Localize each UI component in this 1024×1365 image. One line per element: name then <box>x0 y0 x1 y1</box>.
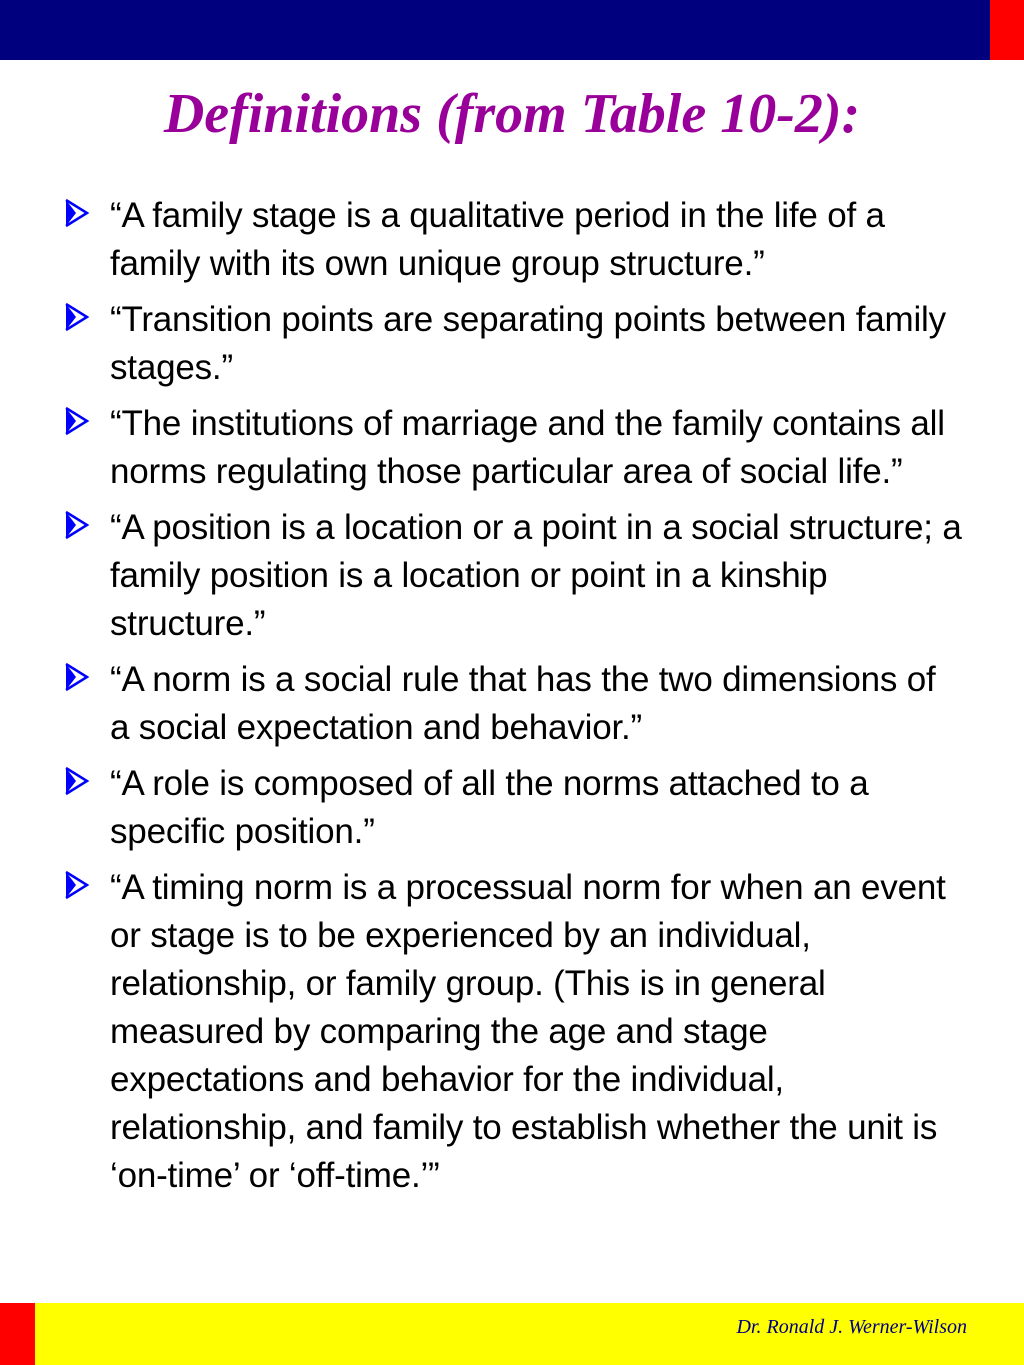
arrowhead-bullet-icon <box>60 867 92 903</box>
top-banner-accent <box>990 0 1024 60</box>
definition-item-role <box>0 760 1024 856</box>
arrowhead-bullet-icon <box>60 659 92 695</box>
arrowhead-bullet-icon <box>60 195 92 231</box>
definition-item-transition-points <box>0 296 1024 392</box>
definition-list <box>0 192 1024 1208</box>
arrowhead-bullet-icon <box>60 403 92 439</box>
definition-text: “The institutions of marriage and the family contains all norms regulating those particular area of social life.” <box>110 404 945 491</box>
definition-text: “A family stage is a qualitative period in the life of a family with its own unique group structure.” <box>110 196 885 283</box>
author-credit: Dr. Ronald J. Werner-Wilson <box>736 1316 967 1338</box>
arrowhead-bullet-icon <box>60 507 92 543</box>
definition-item-timing-norm <box>0 864 1024 1200</box>
definition-item-institutions <box>0 400 1024 496</box>
slide-title: Definitions (from Table 10-2): <box>163 83 861 145</box>
top-banner-bar <box>0 0 990 60</box>
definition-text: “A timing norm is a processual norm for when an event or stage is to be experienced by an individual, relationship, or family group. (This is in general measured by comparing the age and stage expectations and behavior for the individual, relationship, and family to establish whether the unit is ‘on-time’ or ‘off-time.’” <box>110 868 946 1195</box>
definition-text: “A position is a location or a point in a social structure; a family position is a location or point in a kinship structure.” <box>110 508 962 643</box>
definition-item-position <box>0 504 1024 648</box>
definition-text: “Transition points are separating points between family stages.” <box>110 300 946 387</box>
definition-item-norm <box>0 656 1024 752</box>
definition-text: “A role is composed of all the norms attached to a specific position.” <box>110 764 869 851</box>
definition-item-family-stage <box>0 192 1024 288</box>
arrowhead-bullet-icon <box>60 763 92 799</box>
arrowhead-bullet-icon <box>60 299 92 335</box>
footer-accent <box>0 1303 35 1365</box>
definition-text: “A norm is a social rule that has the two dimensions of a social expectation and behavior.” <box>110 660 936 747</box>
